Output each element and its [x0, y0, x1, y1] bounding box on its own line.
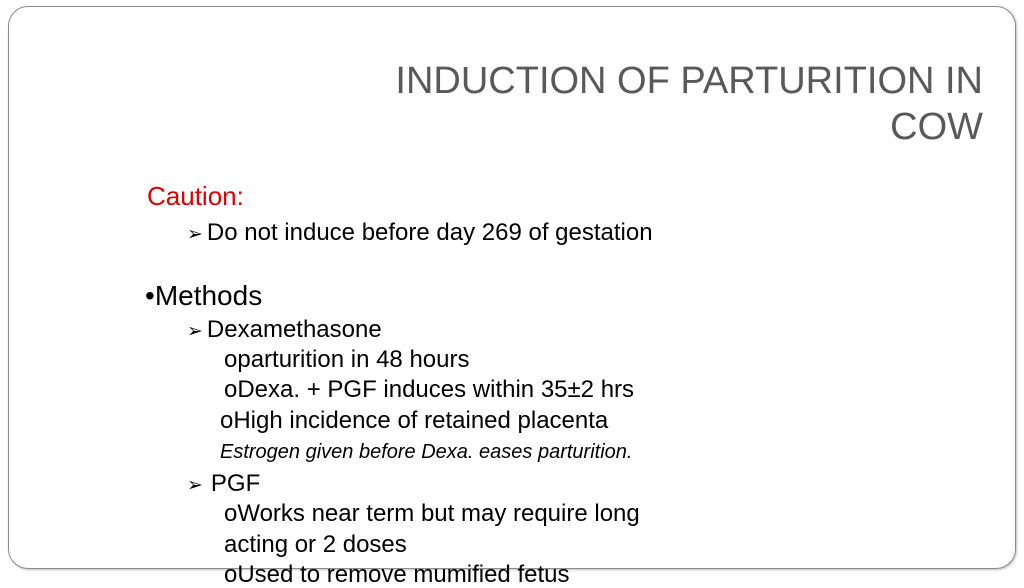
arrow-bullet-icon: ➢: [187, 224, 203, 245]
dexamethasone-label: Dexamethasone: [206, 316, 382, 343]
slide-title-line-2: COW: [890, 106, 983, 148]
methods-heading-text: Methods: [154, 280, 263, 311]
arrow-bullet-icon: ➢: [187, 475, 203, 496]
pgf-item: [187, 472, 260, 496]
pgf-point: oUsed to remove mumified fetus: [224, 561, 570, 588]
dexa-point: oHigh incidence of retained placenta: [220, 407, 609, 434]
pgf-point: oWorks near term but may require long: [224, 500, 640, 527]
dexa-note: Estrogen given before Dexa. eases parturition.: [220, 441, 633, 463]
pgf-label: PGF: [210, 470, 261, 497]
pgf-point-continued: acting or 2 doses: [224, 531, 407, 558]
caution-item: [187, 221, 653, 245]
dexamethasone-item: [187, 318, 382, 342]
caution-item-text: Do not induce before day 269 of gestation: [206, 219, 653, 246]
dexa-point: oDexa. + PGF induces within 35±2 hrs: [224, 376, 635, 403]
slide-frame: [8, 6, 1016, 588]
slide-title-line-1: INDUCTION OF PARTURITION IN: [395, 60, 983, 102]
dexa-point: oparturition in 48 hours: [224, 346, 470, 373]
caution-heading: Caution:: [147, 181, 244, 211]
methods-heading: [145, 282, 262, 310]
bullet-icon: •: [145, 280, 155, 311]
arrow-bullet-icon: ➢: [187, 321, 203, 342]
